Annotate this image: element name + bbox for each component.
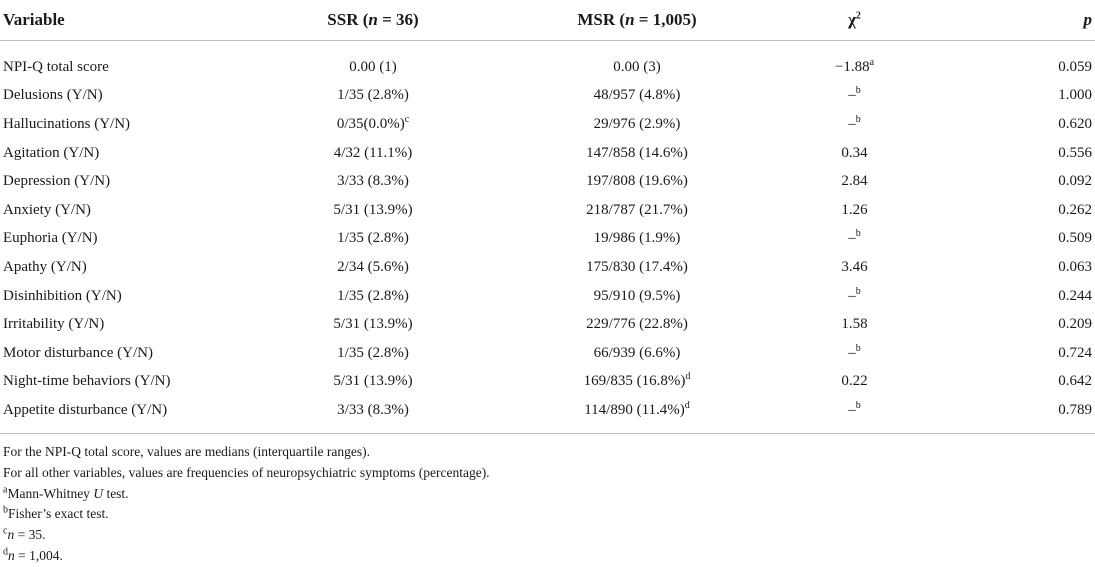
header-chi-square: $\chi^2$ <box>767 0 942 41</box>
table-row <box>0 282 1095 311</box>
table-row <box>0 253 1095 282</box>
table-row <box>0 110 1095 139</box>
cell-ssr: 2/34 (5.6%) <box>337 258 409 275</box>
cell-msr: 48/957 (4.8%) <box>593 87 681 104</box>
cell-p-value: 0.262 <box>1058 201 1092 218</box>
cell-chi-square: 0.22 <box>841 373 868 390</box>
cell-msr: 19/986 (1.9%) <box>593 230 681 247</box>
cell-msr: 169/835 $(16.8\%)^d$ <box>583 371 691 390</box>
cell-variable: Depression (Y/N) <box>3 173 111 190</box>
cell-msr: 66/939 (6.6%) <box>593 344 681 361</box>
table-row <box>0 139 1095 168</box>
cell-variable: Hallucinations (Y/N) <box>3 115 131 132</box>
cell-msr: 0.00 (3) <box>613 58 661 75</box>
cell-variable: Disinhibition (Y/N) <box>3 287 122 304</box>
cell-chi-square: 0.34 <box>841 144 868 161</box>
header-row <box>0 0 1095 41</box>
cell-msr: 175/830 (17.4%) <box>586 258 688 275</box>
cell-chi-square: –$^b$ <box>848 228 861 247</box>
footnote-d: $^d$n = 1,004. <box>3 546 63 563</box>
footnote-a: $^a$Mann-Whitney U test. <box>3 484 129 501</box>
cell-ssr: 5/31 (13.9%) <box>333 201 413 218</box>
cell-p-value: 0.092 <box>1058 173 1092 190</box>
footnote-c: $^c$n = 35. <box>3 525 46 543</box>
cell-p-value: 0.724 <box>1058 344 1092 361</box>
cell-ssr: 5/31 (13.9%) <box>333 373 413 390</box>
cell-ssr: 5/31 (13.9%) <box>333 316 413 333</box>
cell-chi-square: –$^b$ <box>848 85 861 104</box>
header-ssr: SSR (n = 36) <box>239 0 507 41</box>
cell-ssr: 3/33 (8.3%) <box>337 173 409 190</box>
cell-variable: Euphoria (Y/N) <box>3 230 98 247</box>
cell-p-value: 0.789 <box>942 396 1095 433</box>
footnote-frequencies: For all other variables, values are frequencies of neuropsychiatric symptoms (percentage). <box>3 464 490 480</box>
cell-p-value: 0.642 <box>1058 373 1092 390</box>
cell-msr: 95/910 (9.5%) <box>593 287 681 304</box>
cell-msr: 29/976 (2.9%) <box>593 115 681 132</box>
cell-ssr: 4/32 (11.1%) <box>333 144 413 161</box>
cell-ssr: 3/33 (8.3%) <box>239 396 507 433</box>
footnote-b: $^b$Fisher’s exact test. <box>3 504 109 522</box>
header-msr: MSR (n = 1,005) <box>507 0 767 41</box>
cell-ssr: $0/35(0.0\%)^c$ <box>336 113 410 132</box>
table-row <box>0 196 1095 225</box>
table-row <box>0 41 1095 82</box>
cell-variable: NPI-Q total score <box>3 58 109 75</box>
cell-ssr: 0.00 (1) <box>349 58 397 75</box>
table-row <box>0 82 1095 111</box>
table-row <box>0 310 1095 339</box>
cell-msr: 229/776 (22.8%) <box>586 316 688 333</box>
cell-variable: Appetite disturbance (Y/N) <box>0 396 239 433</box>
cell-p-value: 0.063 <box>1058 258 1092 275</box>
table-row <box>0 396 1095 433</box>
cell-p-value: 0.556 <box>1058 144 1092 161</box>
cell-msr: 147/858 (14.6%) <box>586 144 688 161</box>
cell-chi-square: −1.88$^a$ <box>834 56 875 75</box>
cell-variable: Delusions (Y/N) <box>3 87 103 104</box>
cell-msr: 197/808 (19.6%) <box>586 173 688 190</box>
footnote-medians: For the NPI-Q total score, values are medians (interquartile ranges). <box>3 444 370 459</box>
cell-variable: Apathy (Y/N) <box>3 258 87 275</box>
cell-p-value: 0.620 <box>1058 115 1092 132</box>
cell-p-value: 0.244 <box>1058 287 1092 304</box>
cell-ssr: 1/35 (2.8%) <box>337 87 409 104</box>
cell-variable: Night-time behaviors (Y/N) <box>3 373 171 390</box>
table-row <box>0 339 1095 368</box>
cell-variable: Agitation (Y/N) <box>3 144 100 161</box>
table-row <box>0 225 1095 254</box>
header-p: p <box>942 0 1095 41</box>
cell-chi-square: –$^b$ <box>848 113 861 132</box>
cell-chi-square: –$^b$ <box>848 342 861 361</box>
cell-p-value: 0.509 <box>1058 230 1092 247</box>
table-footnotes <box>3 442 490 567</box>
cell-ssr: 1/35 (2.8%) <box>337 287 409 304</box>
cell-chi-square: –$^b$ <box>848 285 861 304</box>
cell-variable: Motor disturbance (Y/N) <box>3 344 153 361</box>
cell-chi-square: 2.84 <box>841 173 868 190</box>
cell-ssr: 1/35 (2.8%) <box>337 344 409 361</box>
table-row <box>0 368 1095 397</box>
cell-p-value: 0.059 <box>1058 58 1092 75</box>
table-row <box>0 167 1095 196</box>
cell-chi-square: 1.58 <box>841 316 868 333</box>
cell-ssr: 1/35 (2.8%) <box>337 230 409 247</box>
cell-msr: 218/787 (21.7%) <box>586 201 688 218</box>
cell-variable: Irritability (Y/N) <box>3 316 105 333</box>
cell-chi-square: 1.26 <box>841 201 868 218</box>
cell-variable: Anxiety (Y/N) <box>3 201 91 218</box>
cell-chi-square: –$^b$ <box>767 396 942 433</box>
cell-p-value: 0.209 <box>1058 316 1092 333</box>
cell-msr: 114/890 $(11.4\%)^d$ <box>507 396 767 433</box>
cell-chi-square: 3.46 <box>841 258 868 275</box>
cell-p-value: 1.000 <box>1058 87 1092 104</box>
header-variable: Variable <box>0 0 239 41</box>
